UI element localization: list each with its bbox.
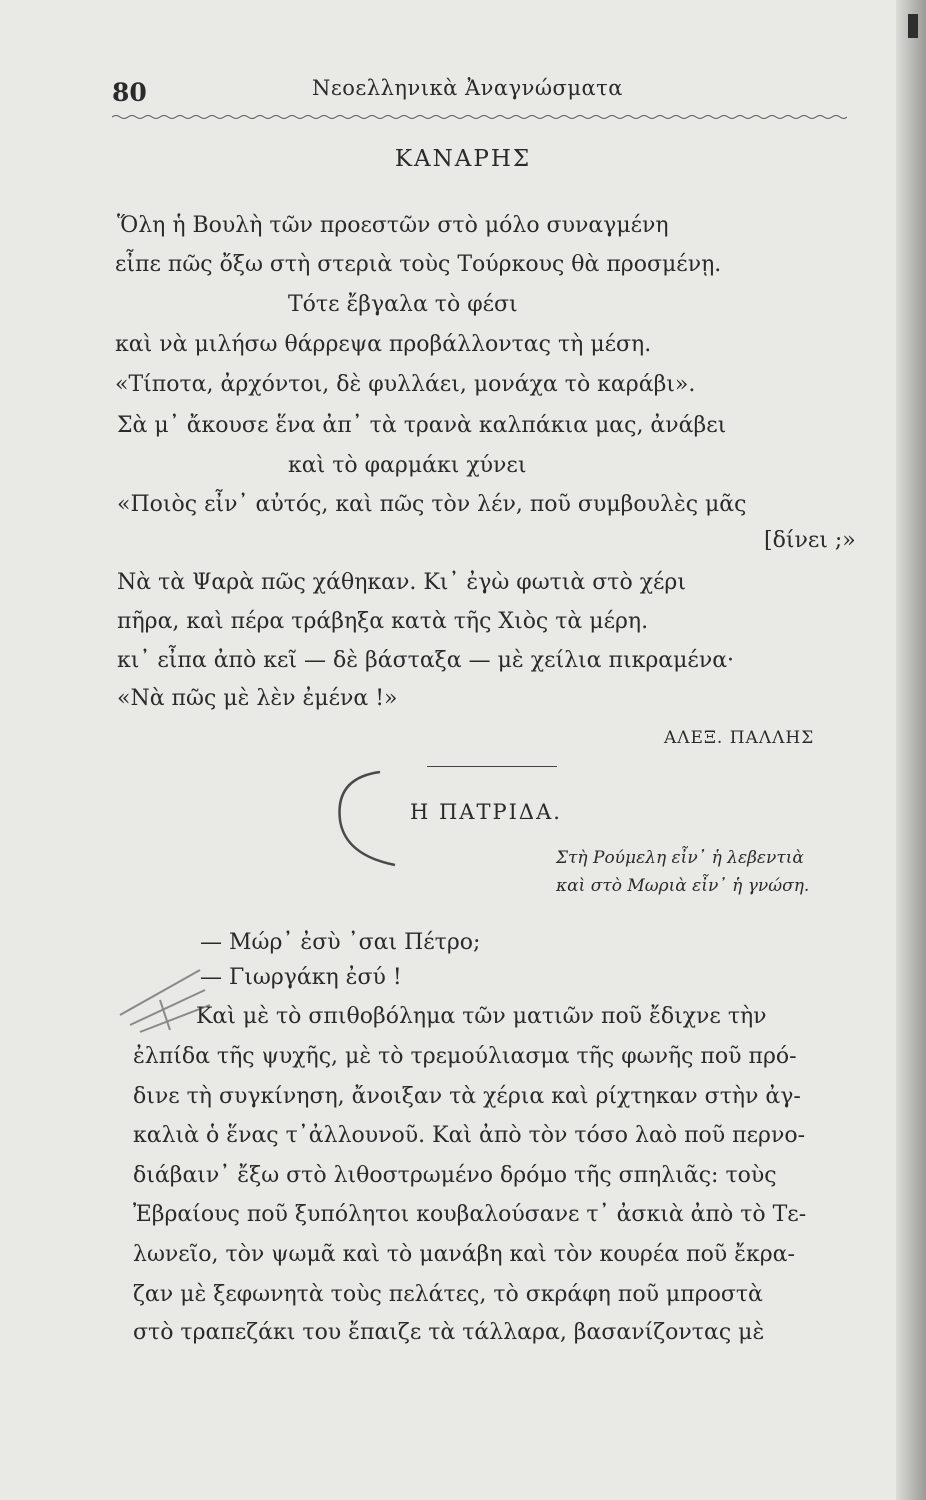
paragraph-line: καλιὰ ὁ ἕνας τ᾿ἀλλουνοῦ. Καὶ ἀπὸ τὸν τόσο λαὸ ποῦ περνο- [133,1123,805,1148]
paragraph-line: ζαν μὲ ξεφωνητὰ τοὺς πελάτες, τὸ σκράφη ποῦ μπροστὰ [133,1282,763,1307]
epigraph-line: καὶ στὸ Μωριὰ εἶν᾿ ἡ γνώση. [556,876,810,896]
dialogue-line: — Μώρ᾿ ἐσὺ ᾿σαι Πέτρο; [200,930,481,955]
wavy-rule [112,114,847,120]
story-title: Η ΠΑΤΡΙΔΑ. [410,800,562,824]
poem-line: Ὅλη ἡ Βουλὴ τῶν προεστῶν στὸ μόλο συναγμένη [117,213,669,238]
page-header [112,74,847,114]
epigraph-line: Στὴ Ρούμελη εἶν᾿ ἡ λεβεντιὰ [556,848,804,868]
poem-line: καὶ νὰ μιλήσω θάρρεψα προβάλλοντας τὴ μέση. [115,332,652,357]
dialogue-line: — Γιωργάκη ἐσύ ! [200,965,402,990]
binding-mark [908,14,918,38]
poem-author: ΑΛΕΞ. ΠΑΛΛΗΣ [664,728,815,748]
paragraph-line: στὸ τραπεζάκι του ἔπαιζε τὰ τάλλαρα, βασανίζοντας μὲ [133,1320,765,1345]
poem-line: εἶπε πῶς ὄξω στὴ στεριὰ τοὺς Τούρκους θὰ προσμένῃ. [115,252,722,277]
poem-line: «Τίποτα, ἀρχόντοι, δὲ φυλλάει, μονάχα τὸ καράβι». [115,372,696,397]
poem-line: Σὰ μ᾿ ἄκουσε ἕνα ἀπ᾿ τὰ τρανὰ καλπάκια μας, ἀνάβει [117,413,727,438]
paragraph-line: Ἐβραίους ποῦ ξυπόλητοι κουβαλούσανε τ᾿ ἀσκιὰ ἀπὸ τὸ Τε- [133,1202,807,1227]
poem-line: πῆρα, καὶ πέρα τράβηξα κατὰ τῆς Χιὸς τὰ μέρη. [117,609,649,634]
running-title: Νεοελληνικὰ Ἀναγνώσματα [312,76,623,100]
paragraph-line: διάβαιν᾿ ἔξω στὸ λιθοστρωμένο δρόμο τῆς σπηλιᾶς: τοὺς [133,1163,777,1188]
poem-line: «Νὰ πῶς μὲ λὲν ἐμένα !» [117,686,398,711]
paragraph-line: Καὶ μὲ τὸ σπιθοβόλημα τῶν ματιῶν ποῦ ἔδιχνε τὴν [196,1004,767,1029]
poem-title: ΚΑΝΑΡΗΣ [394,146,532,172]
page-number: 80 [112,78,147,107]
poem-line: καὶ τὸ φαρμάκι χύνει [288,453,527,478]
paragraph-line: δινε τὴ συγκίνηση, ἄνοιξαν τὰ χέρια καὶ ρίχτηκαν στὴν ἀγ- [133,1084,801,1109]
poem-line: Νὰ τὰ Ψαρὰ πῶς χάθηκαν. Κι᾿ ἐγὼ φωτιὰ στὸ χέρι [117,570,686,595]
section-separator [427,766,557,767]
poem-line: «Ποιὸς εἶν᾿ αὐτός, καὶ πῶς τὸν λέν, ποῦ συμβουλὲς μᾶς [117,492,747,517]
paragraph-line: ἐλπίδα τῆς ψυχῆς, μὲ τὸ τρεμούλιασμα τῆς φωνῆς ποῦ πρό- [133,1044,797,1069]
paragraph-line: λωνεῖο, τὸν ψωμᾶ καὶ τὸ μανάβη καὶ τὸν κουρέα ποῦ ἔκρα- [133,1242,795,1267]
poem-line: [δίνει ;» [764,528,856,553]
poem-line: Τότε ἔβγαλα τὸ φέσι [288,292,518,317]
page-edge [896,0,926,1500]
pencil-mark [300,760,410,870]
poem-line: κι᾿ εἶπα ἀπὸ κεῖ — δὲ βάσταξα — μὲ χείλια πικραμένα· [117,648,735,673]
